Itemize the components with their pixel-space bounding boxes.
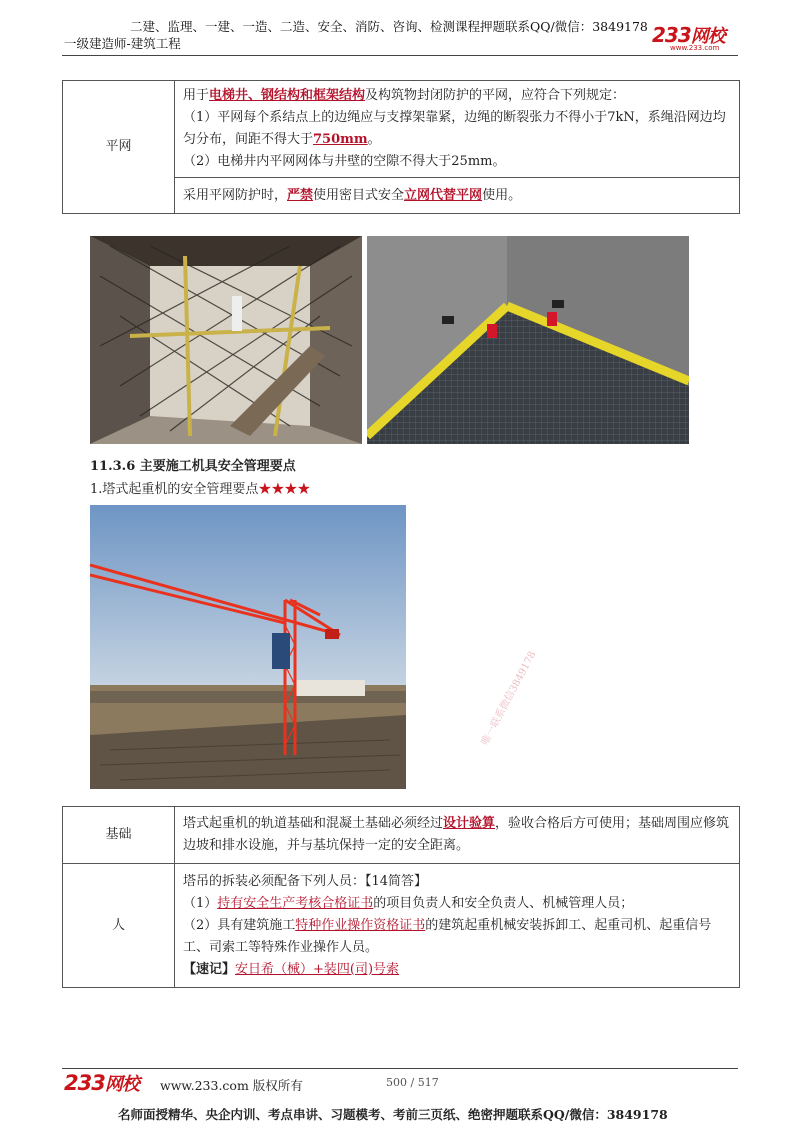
- elevator-shaft-net-photo: [90, 236, 362, 444]
- personnel-text: 塔吊的拆装必须配备下列人员：【14简答】 （1）持有安全生产考核合格证书的项目负责人和安全负责人、机械管理人员； （2）具有建筑施工特种作业操作资格证书的建筑起重机械安装拆卸工、起重司机、起重信号工、司索工等特殊作业操作人员。 【速记】安日希（械）+装四(司)号索: [175, 864, 740, 988]
- header-contact-line: 二建、监理、一建、一造、二造、安全、消防、咨询、检测课程押题联系QQ/微信：3849178: [130, 19, 648, 34]
- importance-stars: ★★★★: [258, 482, 311, 497]
- section-heading: 11.3.6 主要施工机具安全管理要点: [90, 459, 296, 474]
- personnel-label: 人: [63, 864, 175, 988]
- ping-wang-label: 平网: [63, 81, 175, 214]
- page-number: 500 / 517: [386, 1076, 439, 1089]
- ping-wang-prohibition: 采用平网防护时，严禁使用密目式安全立网代替平网使用。: [175, 178, 740, 214]
- header-rule: [62, 55, 738, 56]
- footer-rule: [62, 1068, 738, 1069]
- tower-crane-table: [62, 806, 740, 988]
- footer-promo: 名师面授精华、央企内训、考点串讲、习题模考、考前三页纸、绝密押题联系QQ/微信：3849178: [118, 1107, 668, 1122]
- horizontal-net-render-photo: [367, 236, 689, 444]
- footer-logo: 233网校: [64, 1071, 139, 1095]
- foundation-label: 基础: [63, 807, 175, 864]
- subsection-heading: 1.塔式起重机的安全管理要点★★★★: [90, 482, 311, 497]
- foundation-text: 塔式起重机的轨道基础和混凝土基础必须经过设计验算，验收合格后方可使用；基础周围应修筑边坡和排水设施，并与基坑保持一定的安全距离。: [175, 807, 740, 864]
- ping-wang-spec: 用于电梯井、钢结构和框架结构及构筑物封闭防护的平网，应符合下列规定： （1）平网每个系结点上的边绳应与支撑架靠紧，边绳的断裂张力不得小于7kN，系绳沿网边均匀分布，间距不得大于750mm。 （2）电梯井内平网网体与井壁的空隙不得大于25mm。: [175, 81, 740, 178]
- footer-site: www.233.com 版权所有: [160, 1078, 303, 1093]
- tower-crane-photo: [90, 505, 406, 789]
- header-logo: 233网校 www.233.com: [652, 23, 725, 52]
- contact-watermark: 唯一联系微信3849178: [479, 649, 539, 748]
- header-subject: 一级建造师-建筑工程: [64, 36, 181, 51]
- ping-wang-table: [62, 80, 740, 214]
